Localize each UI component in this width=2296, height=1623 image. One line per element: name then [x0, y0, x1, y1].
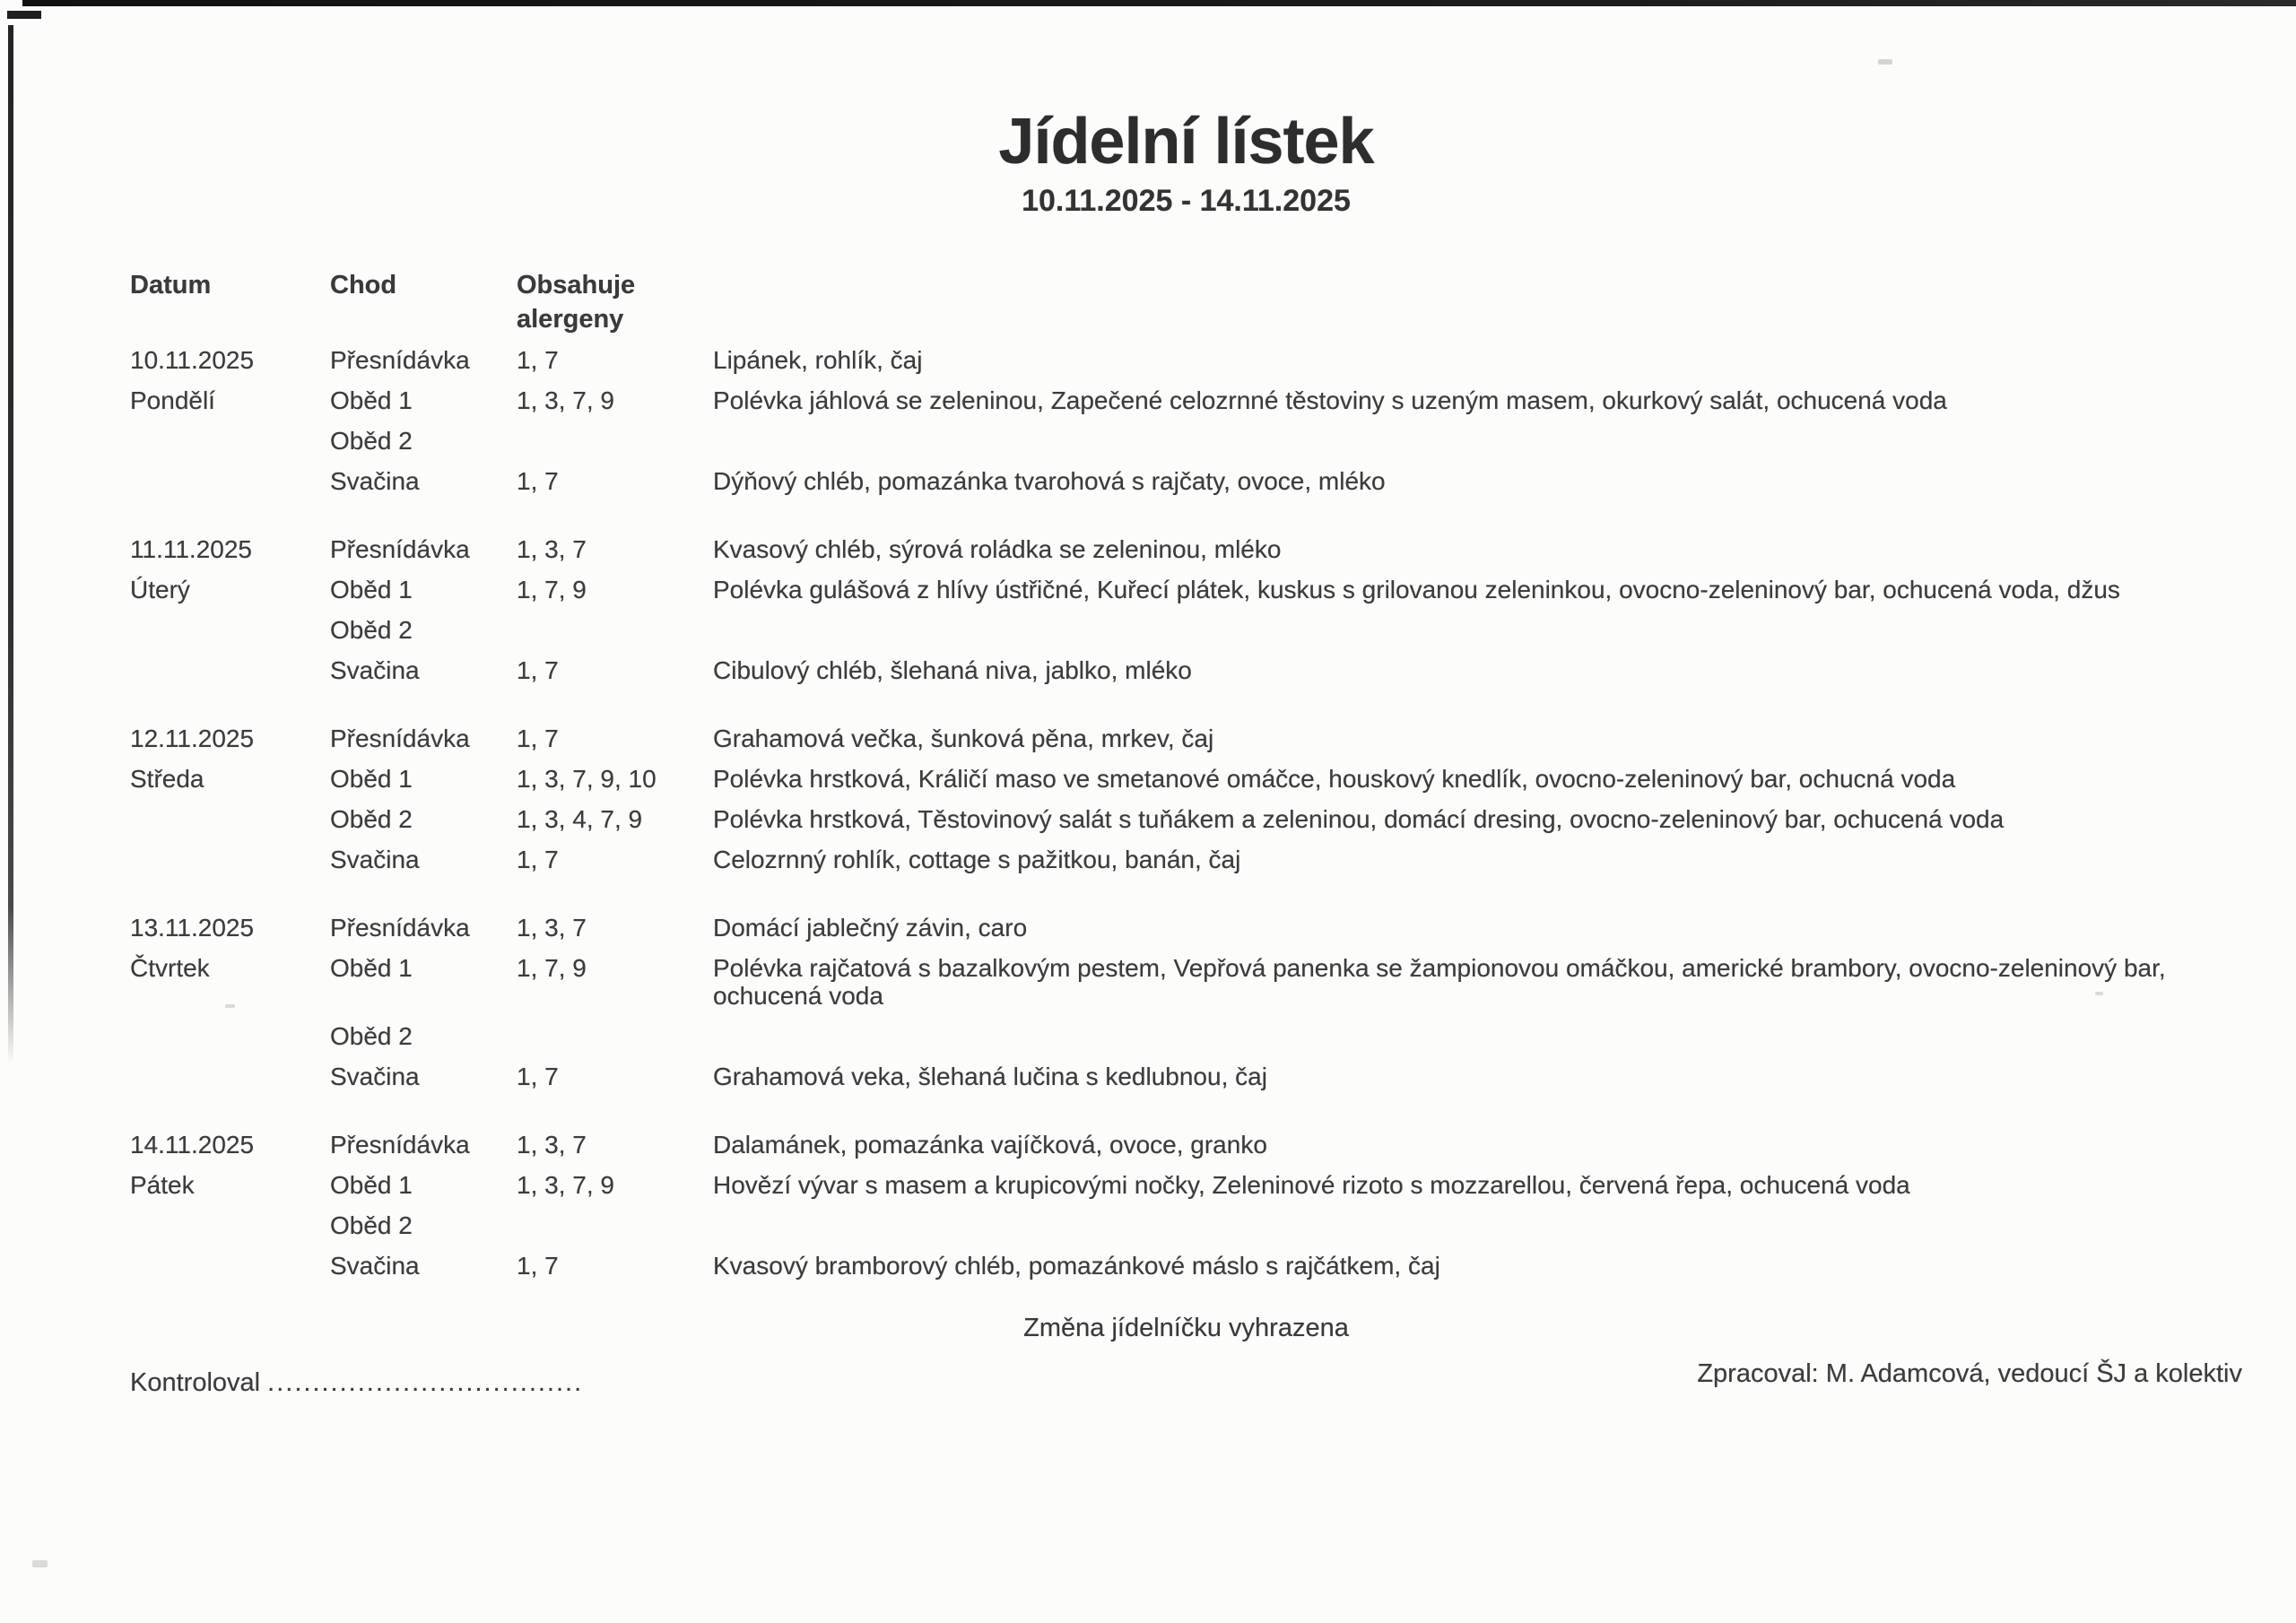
- meal-description: Polévka hrstková, Králičí maso ve smetanové omáčce, houskový knedlík, ovocno-zeleninový bar, ochucná voda: [713, 765, 1956, 793]
- meal-course: Oběd 2: [330, 616, 413, 644]
- kontroloval-line: [130, 1368, 583, 1398]
- empty-cell: [130, 1245, 330, 1286]
- table-row: [130, 948, 2242, 1016]
- meal-course: Oběd 1: [330, 1171, 413, 1199]
- table-row: [130, 1056, 2242, 1097]
- day-block-monday: [130, 340, 2242, 501]
- empty-cell: [130, 610, 330, 650]
- empty-cell: [130, 461, 330, 501]
- day-block-friday: [130, 1124, 2242, 1286]
- day-name: Pondělí: [130, 386, 215, 414]
- table-row: [130, 529, 2242, 569]
- meal-course: Svačina: [330, 467, 420, 495]
- meal-course: Oběd 1: [330, 765, 413, 793]
- meal-description: Polévka hrstková, Těstovinový salát s tuňákem a zeleninou, domácí dresing, ovocno-zeleninový bar, ochucená voda: [713, 805, 2005, 833]
- meal-allergens: 1, 3, 4, 7, 9: [517, 805, 643, 833]
- day-name: Úterý: [130, 576, 190, 603]
- empty-cell: [130, 799, 330, 839]
- table-row: [130, 1124, 2242, 1165]
- meal-description: Kvasový bramborový chléb, pomazánkové máslo s rajčátkem, čaj: [713, 1252, 1440, 1280]
- meal-description: Grahamová veka, šlehaná lučina s kedlubnou, čaj: [713, 1063, 1267, 1090]
- table-row: [130, 1245, 2242, 1286]
- day-block-thursday: [130, 907, 2242, 1097]
- day-date: 14.11.2025: [130, 1131, 255, 1159]
- meal-allergens: 1, 7: [517, 1063, 559, 1090]
- table-row: [130, 759, 2242, 799]
- meal-description: Polévka gulášová z hlívy ústřičné, Kuřecí plátek, kuskus s grilovanou zeleninkou, ovocno-zeleninový bar, ochucená voda, džus: [713, 576, 2120, 603]
- footer-signature-row: [130, 1359, 2242, 1398]
- kontroloval-label: Kontroloval: [130, 1368, 261, 1397]
- meal-description: Lipánek, rohlík, čaj: [713, 346, 923, 374]
- meal-course: Oběd 1: [330, 954, 413, 982]
- meal-course: Svačina: [330, 1063, 420, 1090]
- table-row: [130, 340, 2242, 380]
- meal-course: Přesnídávka: [330, 725, 470, 752]
- empty-cell: [130, 1056, 330, 1097]
- day-name: Středa: [130, 765, 204, 793]
- meal-description: Dalamánek, pomazánka vajíčková, ovoce, granko: [713, 1131, 1267, 1159]
- zpracoval-text: Zpracoval: M. Adamcová, vedoucí ŠJ a kolektiv: [1697, 1359, 2242, 1388]
- day-name: Čtvrtek: [130, 954, 210, 982]
- meal-description: Dýňový chléb, pomazánka tvarohová s rajčaty, ovoce, mléko: [713, 467, 1386, 495]
- meal-allergens: 1, 3, 7, 9: [517, 1171, 614, 1199]
- table-row: [130, 1205, 2242, 1245]
- meal-description: Hovězí vývar s masem a krupicovými nočky, Zeleninové rizoto s mozzarellou, červená řepa, ochucená voda: [713, 1171, 1910, 1199]
- meal-allergens: 1, 7: [517, 656, 559, 684]
- day-block-wednesday: [130, 718, 2242, 880]
- meal-course: Oběd 1: [330, 576, 413, 603]
- meal-allergens: 1, 7, 9: [517, 576, 587, 603]
- day-block-tuesday: [130, 529, 2242, 690]
- empty-cell: [130, 1205, 330, 1245]
- meal-course: Přesnídávka: [330, 914, 470, 942]
- header-chod: Chod: [330, 271, 397, 299]
- day-date: 10.11.2025: [130, 346, 255, 374]
- empty-cell: [130, 650, 330, 690]
- scan-speck: [32, 1560, 48, 1567]
- table-row: [130, 421, 2242, 461]
- table-row: [130, 907, 2242, 948]
- meal-course: Svačina: [330, 1252, 420, 1280]
- meal-description: Domácí jablečný závin, caro: [713, 914, 1028, 942]
- meal-allergens: 1, 3, 7: [517, 535, 587, 563]
- table-row: [130, 1016, 2242, 1056]
- page-title: Jídelní lístek: [998, 106, 1374, 178]
- meal-course: Svačina: [330, 846, 420, 873]
- meal-allergens: 1, 7: [517, 725, 559, 752]
- table-row: [130, 461, 2242, 501]
- meal-description: Celozrnný rohlík, cottage s pažitkou, banán, čaj: [713, 846, 1241, 873]
- meal-allergens: 1, 7: [517, 346, 559, 374]
- meal-description: Kvasový chléb, sýrová roládka se zeleninou, mléko: [713, 535, 1282, 563]
- day-date: 11.11.2025: [130, 535, 252, 563]
- meal-course: Oběd 1: [330, 386, 413, 414]
- meal-allergens: 1, 7: [517, 1252, 559, 1280]
- meal-course: Přesnídávka: [330, 1131, 470, 1159]
- date-range: 10.11.2025 - 14.11.2025: [1022, 184, 1351, 218]
- empty-cell: [130, 839, 330, 880]
- table-row: [130, 650, 2242, 690]
- meal-allergens: 1, 3, 7: [517, 914, 587, 942]
- meal-description: Cibulový chléb, šlehaná niva, jablko, mléko: [713, 656, 1192, 684]
- meal-course: Oběd 2: [330, 805, 413, 833]
- meal-description: [713, 1205, 2242, 1245]
- table-row: [130, 799, 2242, 839]
- table-row: [130, 569, 2242, 610]
- meal-allergens: 1, 3, 7, 9, 10: [517, 765, 657, 793]
- meal-course: Přesnídávka: [330, 535, 470, 563]
- meal-course: Oběd 2: [330, 427, 413, 455]
- table-row: [130, 839, 2242, 880]
- title-block: [130, 106, 2242, 219]
- day-name: Pátek: [130, 1171, 195, 1199]
- meal-course: Přesnídávka: [330, 346, 470, 374]
- signature-dots: ...................................: [267, 1368, 584, 1397]
- meal-description: Polévka rajčatová s bazalkovým pestem, Vepřová panenka se žampionovou omáčkou, americké brambory, ovocno-zeleninový bar, ochucená voda: [713, 954, 2166, 1010]
- meal-description: [713, 421, 2242, 461]
- header-alergeny: Obsahuje alergeny: [517, 271, 636, 334]
- meal-allergens: [517, 1016, 713, 1056]
- table-row: [130, 610, 2242, 650]
- change-note: Změna jídelníčku vyhrazena: [1023, 1314, 1349, 1342]
- table-row: [130, 718, 2242, 759]
- meal-allergens: 1, 3, 7, 9: [517, 386, 614, 414]
- meal-allergens: [517, 421, 713, 461]
- meal-description: Polévka jáhlová se zeleninou, Zapečené celozrnné těstoviny s uzeným masem, okurkový salát, ochucená voda: [713, 386, 1947, 414]
- day-date: 12.11.2025: [130, 725, 255, 752]
- meal-allergens: 1, 7, 9: [517, 954, 587, 982]
- meal-allergens: 1, 7: [517, 846, 559, 873]
- meal-description: Grahamová večka, šunková pěna, mrkev, čaj: [713, 725, 1214, 752]
- meal-allergens: [517, 1205, 713, 1245]
- day-date: 13.11.2025: [130, 914, 255, 942]
- header-spacer: [713, 268, 2242, 336]
- meal-allergens: 1, 7: [517, 467, 559, 495]
- table-header-row: [130, 268, 2242, 336]
- table-row: [130, 380, 2242, 421]
- meal-allergens: 1, 3, 7: [517, 1131, 587, 1159]
- meal-course: Oběd 2: [330, 1022, 413, 1050]
- meal-description: [713, 610, 2242, 650]
- empty-cell: [130, 1016, 330, 1056]
- table-row: [130, 1165, 2242, 1205]
- meal-allergens: [517, 610, 713, 650]
- meal-course: Svačina: [330, 656, 420, 684]
- empty-cell: [130, 421, 330, 461]
- meal-course: Oběd 2: [330, 1211, 413, 1239]
- meal-description: [713, 1016, 2242, 1056]
- menu-table: [130, 268, 2242, 1286]
- header-datum: Datum: [130, 271, 212, 299]
